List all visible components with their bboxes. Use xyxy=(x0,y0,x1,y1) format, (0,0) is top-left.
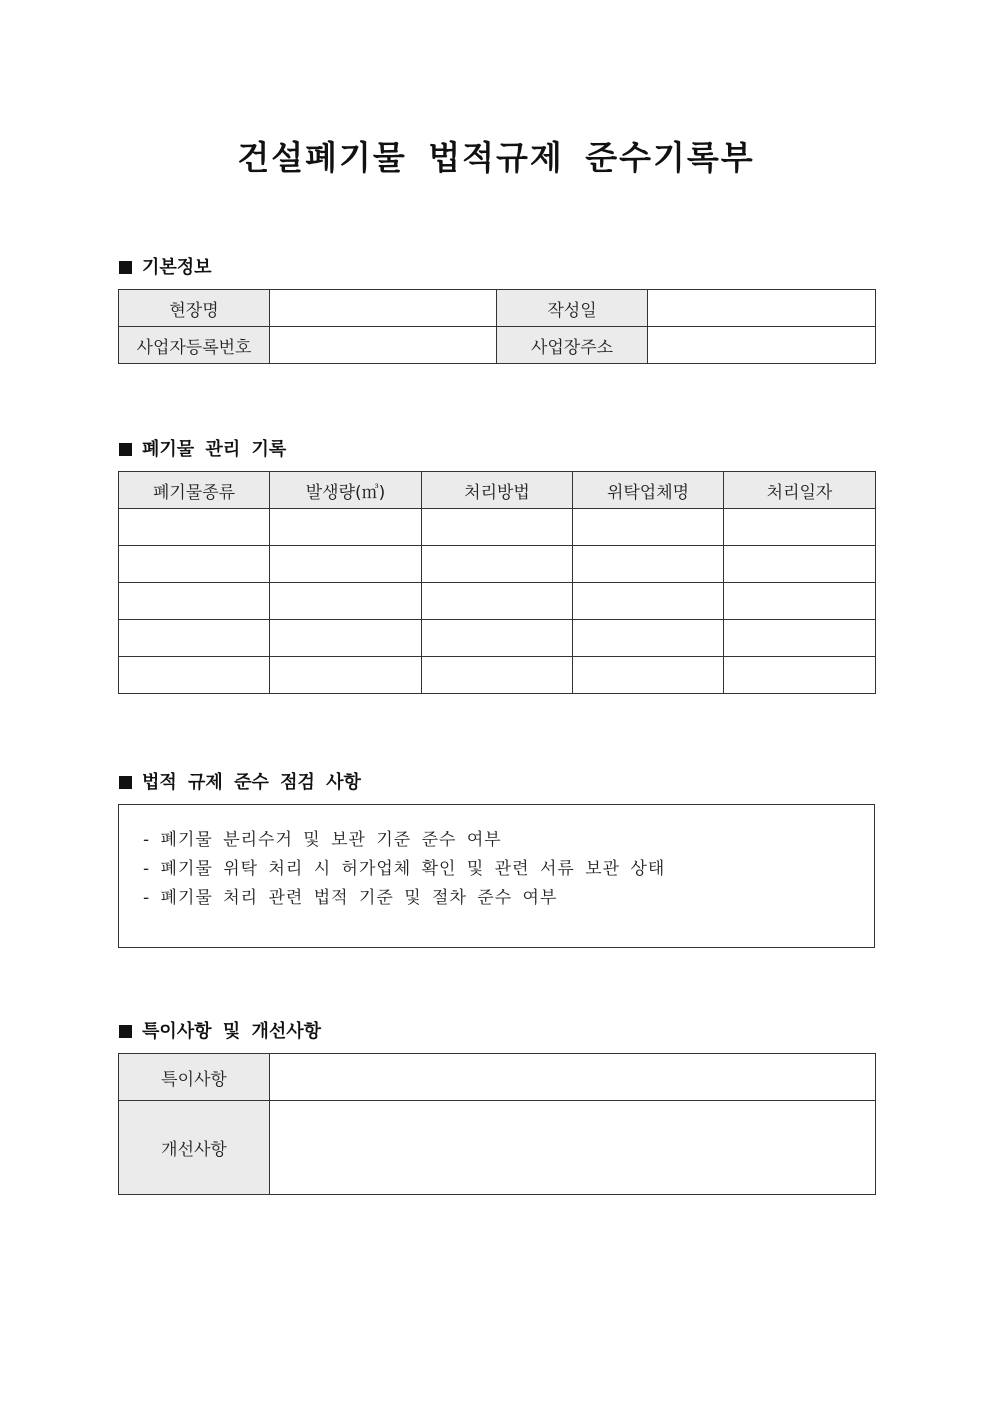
business-reg-number-field[interactable] xyxy=(270,327,497,364)
column-header: 처리방법 xyxy=(422,472,573,509)
table-cell[interactable] xyxy=(724,509,876,546)
table-row xyxy=(119,327,876,364)
table-cell[interactable] xyxy=(119,583,270,620)
table-cell[interactable] xyxy=(573,546,724,583)
table-cell[interactable] xyxy=(422,620,573,657)
basic-info-table xyxy=(118,289,876,364)
table-row xyxy=(119,1101,876,1195)
square-bullet-icon xyxy=(119,443,132,456)
table-cell[interactable] xyxy=(724,657,876,694)
square-bullet-icon xyxy=(119,261,132,274)
table-cell[interactable] xyxy=(270,546,422,583)
basic-info-heading xyxy=(119,253,212,279)
table-cell[interactable] xyxy=(422,546,573,583)
table-header-row xyxy=(119,472,876,509)
column-header: 위탁업체명 xyxy=(573,472,724,509)
table-cell[interactable] xyxy=(422,657,573,694)
table-row xyxy=(119,583,876,620)
table-cell[interactable] xyxy=(119,509,270,546)
table-cell[interactable] xyxy=(270,583,422,620)
column-header: 발생량(㎥) xyxy=(270,472,422,509)
table-cell[interactable] xyxy=(270,509,422,546)
table-cell[interactable] xyxy=(724,546,876,583)
waste-records-table xyxy=(118,471,876,694)
table-cell[interactable] xyxy=(573,509,724,546)
special-notes-label: 특이사항 xyxy=(119,1054,270,1101)
table-cell[interactable] xyxy=(724,583,876,620)
waste-records-heading-text: 폐기물 관리 기록 xyxy=(142,439,287,460)
document-title: 건설폐기물 법적규제 준수기록부 xyxy=(237,138,755,177)
remarks-heading-text: 특이사항 및 개선사항 xyxy=(142,1021,322,1042)
table-cell[interactable] xyxy=(422,509,573,546)
checklist-item: - 폐기물 분리수거 및 보관 기준 준수 여부 xyxy=(143,830,502,850)
table-cell[interactable] xyxy=(422,583,573,620)
table-row xyxy=(119,1054,876,1101)
table-cell[interactable] xyxy=(270,620,422,657)
checklist-item: - 폐기물 위탁 처리 시 허가업체 확인 및 관련 서류 보관 상태 xyxy=(143,859,666,879)
table-cell[interactable] xyxy=(573,583,724,620)
site-name-label: 현장명 xyxy=(119,290,270,327)
column-header: 처리일자 xyxy=(724,472,876,509)
basic-info-heading-text: 기본정보 xyxy=(142,257,212,278)
compliance-heading xyxy=(119,768,361,794)
table-cell[interactable] xyxy=(573,657,724,694)
checklist-item: - 폐기물 처리 관련 법적 기준 및 절차 준수 여부 xyxy=(143,888,558,908)
column-header: 폐기물종류 xyxy=(119,472,270,509)
date-written-label: 작성일 xyxy=(497,290,648,327)
compliance-heading-text: 법적 규제 준수 점검 사항 xyxy=(142,772,361,793)
date-written-field[interactable] xyxy=(648,290,876,327)
table-row xyxy=(119,657,876,694)
square-bullet-icon xyxy=(119,776,132,789)
table-row xyxy=(119,546,876,583)
table-cell[interactable] xyxy=(119,657,270,694)
business-reg-number-label: 사업자등록번호 xyxy=(119,327,270,364)
improvements-field[interactable] xyxy=(270,1101,876,1195)
compliance-checklist-box xyxy=(118,804,875,948)
table-cell[interactable] xyxy=(119,546,270,583)
waste-records-heading xyxy=(119,435,286,461)
table-row xyxy=(119,620,876,657)
square-bullet-icon xyxy=(119,1025,132,1038)
table-row xyxy=(119,290,876,327)
improvements-label: 개선사항 xyxy=(119,1101,270,1195)
special-notes-field[interactable] xyxy=(270,1054,876,1101)
remarks-table xyxy=(118,1053,876,1195)
table-cell[interactable] xyxy=(119,620,270,657)
remarks-heading xyxy=(119,1017,321,1043)
business-address-label: 사업장주소 xyxy=(497,327,648,364)
business-address-field[interactable] xyxy=(648,327,876,364)
table-cell[interactable] xyxy=(573,620,724,657)
table-cell[interactable] xyxy=(724,620,876,657)
table-cell[interactable] xyxy=(270,657,422,694)
table-row xyxy=(119,509,876,546)
site-name-field[interactable] xyxy=(270,290,497,327)
